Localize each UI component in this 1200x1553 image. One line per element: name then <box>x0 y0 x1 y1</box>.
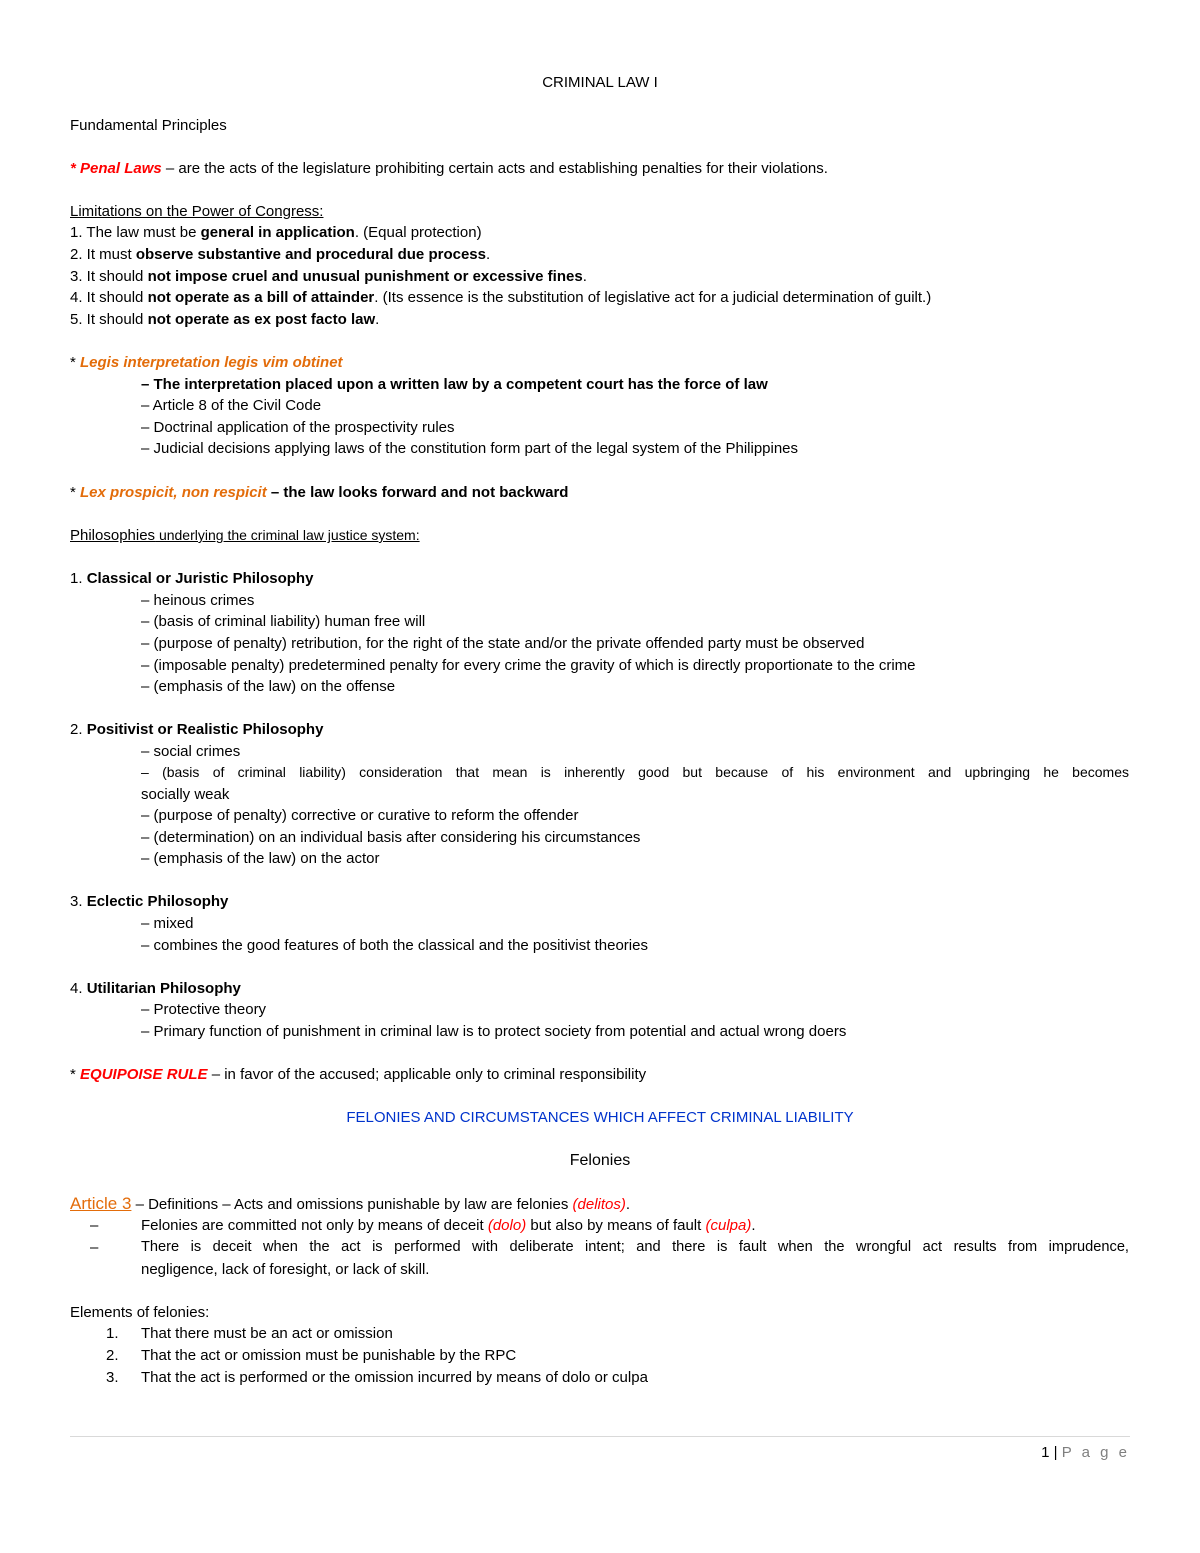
legis-line-3: – Doctrinal application of the prospectivity rules <box>141 419 455 436</box>
classical-line-1: – heinous crimes <box>141 592 255 609</box>
eclectic-line-1: – mixed <box>141 915 194 932</box>
dash-marker: – <box>90 1239 99 1256</box>
section-heading-felonies-circumstances: FELONIES AND CIRCUMSTANCES WHICH AFFECT CRIMINAL LIABILITY <box>346 1109 854 1126</box>
limit-item-1: 1. The law must be general in application. (Equal protection) <box>70 224 482 241</box>
list-item-number: 2. <box>106 1347 119 1364</box>
limit-item-5: 5. It should not operate as ex post facto law. <box>70 311 380 328</box>
list-item: That the act or omission must be punishable by the RPC <box>141 1347 517 1364</box>
classical-line-5: – (emphasis of the law) on the offense <box>141 678 396 695</box>
legis-heading: * Legis interpretation legis vim obtinet <box>70 354 343 371</box>
lex-line: * Lex prospicit, non respicit – the law looks forward and not backward <box>70 484 569 501</box>
positivist-line-2: – (basis of criminal liability) consideration that mean is inherently good but because of his environment and upbringing he becomes <box>141 764 1129 780</box>
legis-line-2: – Article 8 of the Civil Code <box>141 397 322 414</box>
bullet: * <box>70 160 76 177</box>
classical-heading: 1. Classical or Juristic Philosophy <box>70 570 314 587</box>
philosophies-heading: Philosophies underlying the criminal law justice system: <box>70 527 420 544</box>
list-item-number: 3. <box>106 1369 119 1386</box>
page-number: 1 <box>1041 1444 1050 1461</box>
equipoise-line: * EQUIPOISE RULE – in favor of the accused; applicable only to criminal responsibility <box>70 1066 647 1083</box>
limit-item-3: 3. It should not impose cruel and unusual punishment or excessive fines. <box>70 268 587 285</box>
classical-line-2: – (basis of criminal liability) human free will <box>141 613 426 630</box>
definition: – are the acts of the legislature prohibiting certain acts and establishing penalties for their violations. <box>161 160 828 177</box>
legis-line-1: – The interpretation placed upon a written law by a competent court has the force of law <box>141 376 768 393</box>
elements-heading: Elements of felonies: <box>70 1304 210 1321</box>
list-item-number: 1. <box>106 1325 119 1342</box>
footer-divider <box>70 1436 1130 1437</box>
page-label: P a g e <box>1061 1444 1130 1461</box>
classical-line-3: – (purpose of penalty) retribution, for the right of the state and/or the private offended party must be observed <box>141 635 865 652</box>
positivist-line-3: – (purpose of penalty) corrective or curative to reform the offender <box>141 807 579 824</box>
article-3-line: Article 3 – Definitions – Acts and omissions punishable by law are felonies (delitos). <box>70 1194 631 1213</box>
positivist-line-2b: socially weak <box>141 786 230 803</box>
list-item: That the act is performed or the omission incurred by means of dolo or culpa <box>141 1369 648 1386</box>
classical-line-4: – (imposable penalty) predetermined penalty for every crime the gravity of which is directly proportionate to the crime <box>141 657 916 674</box>
legis-line-4: – Judicial decisions applying laws of the constitution form part of the legal system of the Philippines <box>141 440 799 457</box>
limit-item-4: 4. It should not operate as a bill of attainder. (Its essence is the substitution of legislative act for a judicial determination of guilt.) <box>70 289 932 306</box>
eclectic-line-2: – combines the good features of both the classical and the positivist theories <box>141 937 648 954</box>
subtitle: Fundamental Principles <box>70 117 227 134</box>
utilitarian-line-1: – Protective theory <box>141 1001 267 1018</box>
limit-item-2: 2. It must observe substantive and procedural due process. <box>70 246 491 263</box>
penal-laws-line <box>70 158 828 179</box>
felonies-title: Felonies <box>569 1152 631 1169</box>
page-footer: 1 | P a g e <box>1041 1444 1130 1461</box>
positivist-line-1: – social crimes <box>141 743 241 760</box>
eclectic-heading: 3. Eclectic Philosophy <box>70 893 229 910</box>
article-3-detail-2: There is deceit when the act is performed with deliberate intent; and there is fault when the wrongful act results from imprudence, <box>141 1239 1129 1255</box>
utilitarian-line-2: – Primary function of punishment in criminal law is to protect society from potential and actual wrong doers <box>141 1023 847 1040</box>
list-item: That there must be an act or omission <box>141 1325 393 1342</box>
article-3-detail-2b: negligence, lack of foresight, or lack of skill. <box>141 1261 430 1278</box>
document-title: CRIMINAL LAW I <box>542 74 658 91</box>
limitations-heading: Limitations on the Power of Congress: <box>70 203 324 220</box>
positivist-line-5: – (emphasis of the law) on the actor <box>141 850 380 867</box>
utilitarian-heading: 4. Utilitarian Philosophy <box>70 980 241 997</box>
term: Penal Laws <box>80 160 162 177</box>
article-3-detail-1: Felonies are committed not only by means of deceit (dolo) but also by means of fault (culpa). <box>141 1217 756 1234</box>
positivist-line-4: – (determination) on an individual basis after considering his circumstances <box>141 829 641 846</box>
positivist-heading: 2. Positivist or Realistic Philosophy <box>70 721 324 738</box>
dash-marker: – <box>90 1217 99 1234</box>
article-3-link[interactable]: Article 3 <box>70 1194 132 1213</box>
